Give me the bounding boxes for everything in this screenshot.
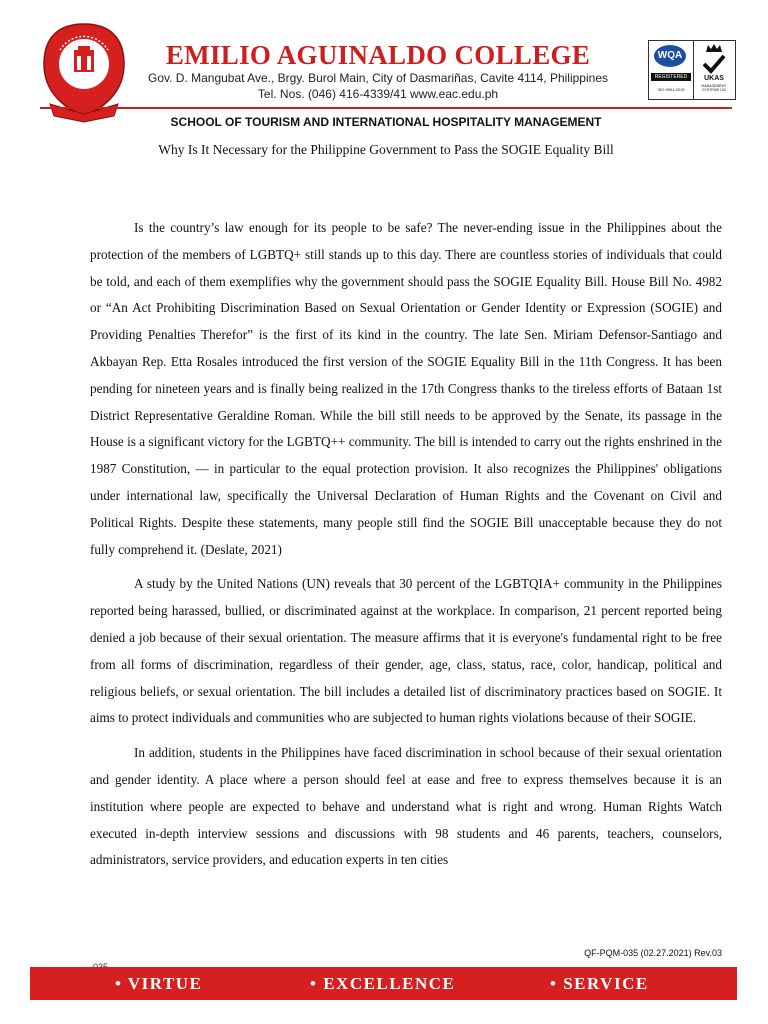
crown-icon bbox=[705, 43, 723, 53]
wqa-iso-standard: ISO 9001:2015 bbox=[657, 87, 685, 92]
college-contact: Tel. Nos. (046) 416-4339/41 www.eac.edu.ph bbox=[257, 87, 499, 101]
college-name: EMILIO AGUINALDO COLLEGE bbox=[165, 40, 591, 70]
ukas-label: UKAS bbox=[704, 75, 724, 82]
header-divider bbox=[40, 107, 732, 109]
ukas-subtitle: MANAGEMENT SYSTEMS 134 bbox=[701, 84, 727, 92]
motto-virtue: • VIRTUE bbox=[115, 974, 203, 993]
essay-body bbox=[90, 215, 722, 882]
wqa-registered: REGISTERED bbox=[651, 73, 691, 81]
checkmark-icon bbox=[701, 54, 727, 74]
motto-service: • SERVICE bbox=[550, 974, 649, 993]
paragraph: A study by the United Nations (UN) reveals that 30 percent of the LGBTQIA+ community in the Philippines reported being harassed, bullied, or discriminated against at the workplace. In comparison, 21 percent reported being denied a job because of their sexual orientation. The measure affirms that it is everyone's fundamental right to be free from all forms of discrimination, regardless of their gender, age, class, status, race, color, handicap, political and religious beliefs, or sexual orientation. The bill includes a detailed list of discriminatory practices based on SOGIE. It aims to protect individuals and communities who are subjected to human rights violations because of their SOGIE. bbox=[90, 576, 722, 726]
document-title: Why Is It Necessary for the Philippine Government to Pass the SOGIE Equality Bill bbox=[158, 142, 614, 157]
footer-motto-bar bbox=[30, 967, 737, 1000]
ukas-logo bbox=[693, 41, 735, 99]
college-address: Gov. D. Mangubat Ave., Brgy. Burol Main, City of Dasmariñas, Cavite 4114, Philippines bbox=[148, 71, 608, 85]
paragraph: In addition, students in the Philippines have faced discrimination in school because of their sexual orientation and gender identity. A place where a person should feel at ease and free to express themselves because it is an institution where people are expected to behave and understand what is right and wrong. Human Rights Watch executed in-depth interview sessions and discussions with 98 students and 46 parents, teachers, counselors, administrators, service providers, and education experts in ten cities bbox=[90, 745, 722, 868]
motto-excellence: • EXCELLENCE bbox=[310, 974, 456, 993]
paragraph: Is the country’s law enough for its people to be safe? The never-ending issue in the Philippines about the protection of the members of LGBTQ+ still stands up to this day. There are countless stories of individuals that could be told, and each of them exemplifies why the government should pass the SOGIE Equality Bill. House Bill No. 4982 or “An Act Prohibiting Discrimination Based on Sexual Orientation or Gender Identity or Expression (SOGIE) and Providing Penalties Therefor” is the first of its kind in the country. The late Sen. Miriam Defensor-Santiago and Akbayan Rep. Etta Rosales introduced the first version of the SOGIE Equality Bill in the 11th Congress. It has been pending for nineteen years and is finally being realized in the 17th Congress thanks to the tireless efforts of Bataan 1st District Representative Geraldine Roman. While the bill still needs to be approved by the Senate, its passage in the House is a significant victory for the LGBTQ++ community. The bill is intended to carry out the rights enshrined in the 1987 Constitution, — in particular to the equal protection provision. It also recognizes the Philippines' obligations under international law, specifically the Universal Declaration of Human Rights and the Covenant on Civil and Political Rights. Despite these statements, many people still find the SOGIE Bill unacceptable because they do not fully comprehend it. (Deslate, 2021) bbox=[90, 220, 722, 557]
wqa-label: WQA bbox=[654, 45, 686, 67]
certification-logos bbox=[648, 40, 736, 100]
wqa-logo bbox=[649, 41, 694, 99]
school-name: SCHOOL OF TOURISM AND INTERNATIONAL HOSPITALITY MANAGEMENT bbox=[170, 115, 602, 129]
form-code: QF-PQM-035 (02.27.2021) Rev.03 bbox=[584, 948, 722, 958]
